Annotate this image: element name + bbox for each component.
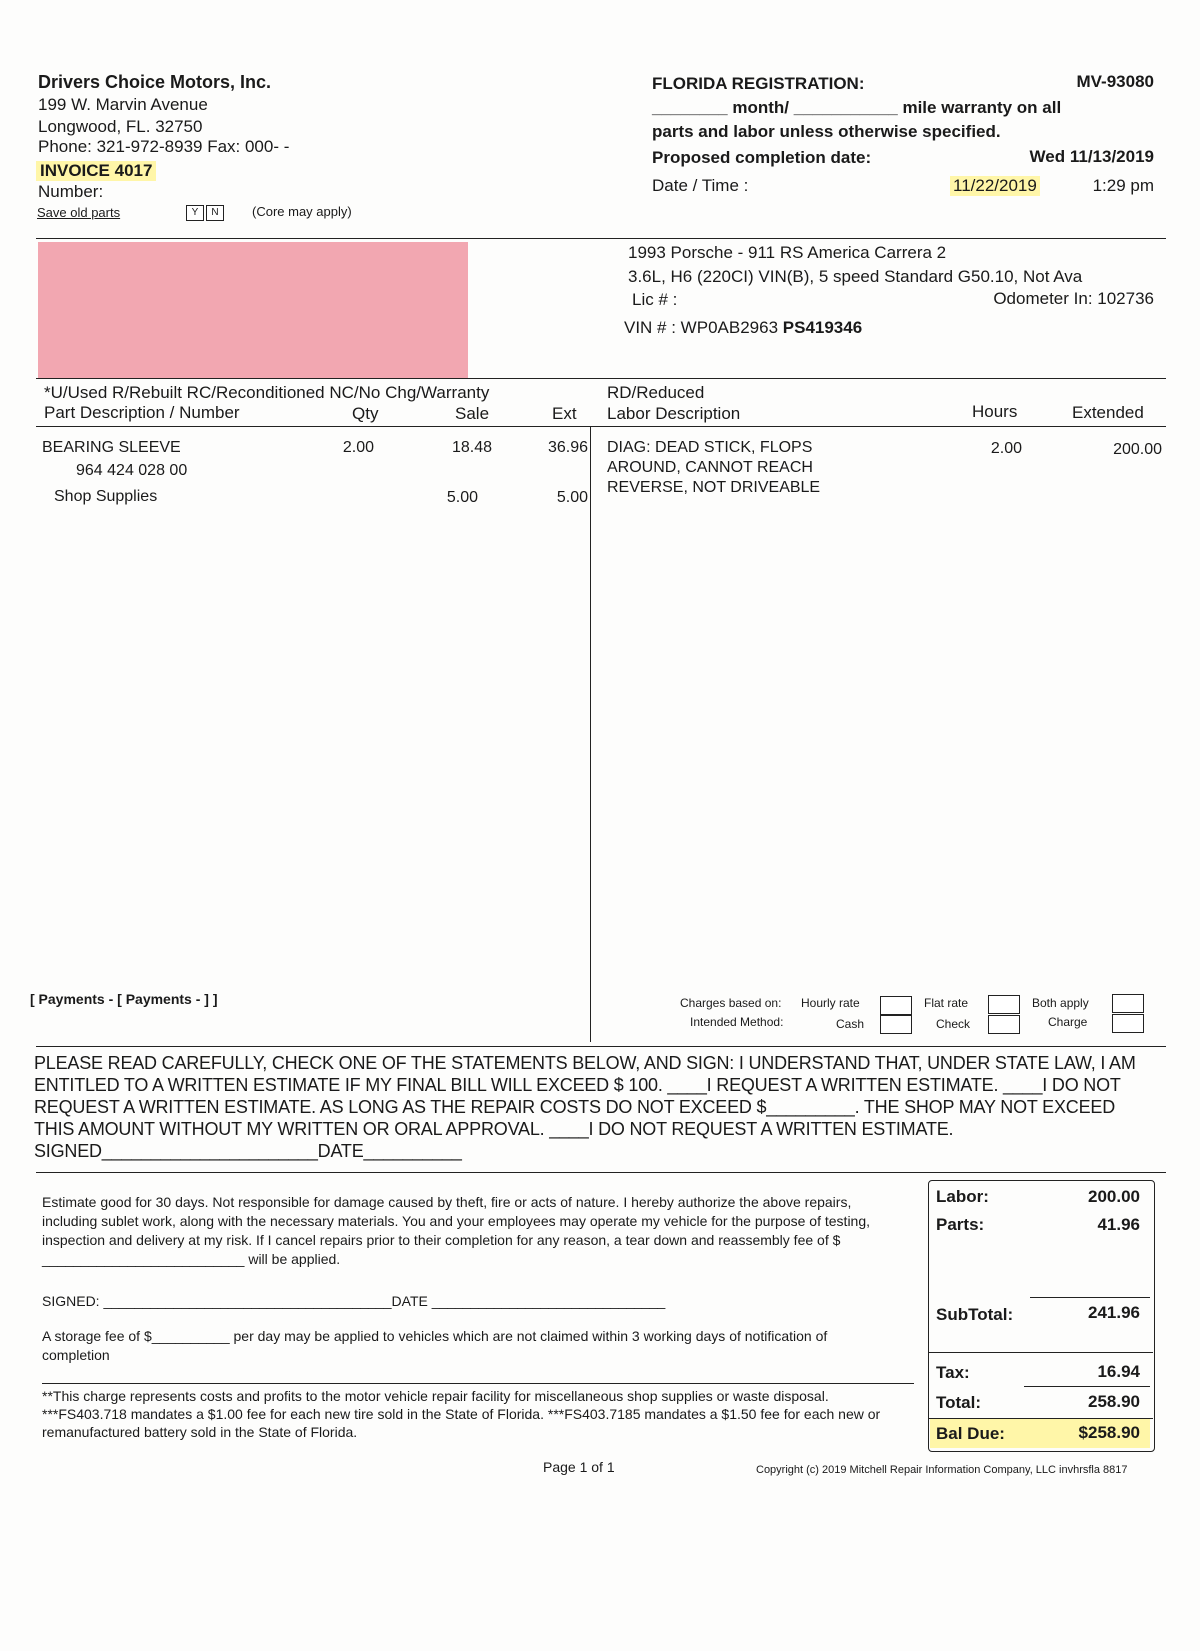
parts-labor-divider: [590, 426, 591, 1042]
shop-name: Drivers Choice Motors, Inc.: [38, 72, 272, 92]
labor-row-1-extended: 200.00: [1113, 441, 1162, 458]
labor-total-value: 200.00: [1088, 1187, 1140, 1206]
page-number: Page 1 of 1: [543, 1459, 615, 1475]
date-time-label: Date / Time :: [652, 176, 749, 195]
number-label: Number:: [38, 182, 104, 201]
invoice-number: INVOICE 4017: [36, 161, 156, 181]
signed-date-line: SIGNED: _____________________________________DATE ______________________________: [42, 1293, 666, 1309]
vin: [624, 318, 862, 338]
copyright: Copyright (c) 2019 Mitchell Repair Information Company, LLC invhrsfla 8817: [756, 1464, 1128, 1476]
vehicle-line2: 3.6L, H6 (220CI) VIN(B), 5 speed Standard G50.10, Not Ava: [628, 267, 1083, 286]
statement-top-divider: [36, 1046, 1166, 1047]
part-row-1-ext: 36.96: [547, 439, 588, 456]
redacted-customer-block: [38, 242, 468, 378]
flat-rate-checkbox[interactable]: [988, 995, 1020, 1014]
subtotal-value: 241.96: [1088, 1303, 1140, 1322]
parts-total-value: 41.96: [1097, 1215, 1140, 1234]
storage-fee-note: A storage fee of $__________ per day may be applied to vehicles which are not claimed within 3 working days of notification of completion: [42, 1328, 828, 1363]
core-note: (Core may apply): [252, 204, 352, 219]
table-top-divider: [36, 378, 1166, 379]
extended-header: Extended: [1072, 403, 1144, 422]
vin-suffix: PS419346: [782, 318, 863, 337]
save-old-parts-options: [186, 202, 226, 221]
save-parts-no-box[interactable]: N: [206, 205, 224, 221]
estimate-statement: PLEASE READ CAREFULLY, CHECK ONE OF THE STATEMENTS BELOW, AND SIGN: I UNDERSTAND THAT, UNDER STATE LAW, I AM ENTITLED TO A WRITTEN ESTIMATE IF MY FINAL BILL WILL EXCEED $ 100. ____I REQUEST A WRITTEN ESTIMATE. ____I DO NOT REQUEST A WRITTEN ESTIMATE. AS LONG AS THE REPAIR COSTS DO NOT EXCEED $_________. THE SHOP MAY NOT EXCEED THIS AMOUNT WITHOUT MY WRITTEN OR ORAL APPROVAL. ____I DO NOT REQUEST A WRITTEN ESTIMATE. SIGNED______________________DATE__________: [34, 1053, 1136, 1161]
registration-number: MV-93080: [1076, 72, 1154, 91]
intended-method-label: Intended Method:: [690, 1015, 784, 1029]
balance-rule: [928, 1418, 1153, 1419]
part-codes-header: *U/Used R/Rebuilt RC/Reconditioned NC/No Chg/Warranty: [44, 383, 490, 402]
labor-row-1-line3: REVERSE, NOT DRIVEABLE: [607, 479, 821, 496]
footnote-divider: [42, 1383, 914, 1384]
part-row-1-qty: 2.00: [342, 439, 374, 456]
fee-footnote: **This charge represents costs and profits to the motor vehicle repair facility for miscellaneous shop supplies or waste disposal. ***FS403.718 mandates a $1.00 fee for each new tire sold in the State of Florida. ***FS403.7185 mandates a $1.50 fee for each new or remanufactured battery sold in the State of Florida.: [42, 1388, 881, 1440]
both-apply-checkbox[interactable]: [1112, 994, 1144, 1013]
completion-date-label: Proposed completion date:: [652, 148, 872, 167]
shop-address-line1: 199 W. Marvin Avenue: [38, 95, 208, 114]
ext-header: Ext: [552, 404, 577, 423]
subtotal-rule: [1030, 1297, 1150, 1298]
date-value: 11/22/2019: [950, 176, 1040, 196]
total-value: 258.90: [1088, 1392, 1140, 1411]
subtotal-label: SubTotal:: [936, 1305, 1014, 1324]
terms-top-divider: [36, 1172, 1166, 1173]
save-old-parts-label: Save old parts: [37, 205, 121, 220]
hourly-rate-label: Hourly rate: [801, 996, 860, 1010]
flat-rate-label: Flat rate: [924, 996, 969, 1010]
labor-total-label: Labor:: [936, 1187, 989, 1206]
sale-header: Sale: [455, 404, 490, 423]
charge-label: Charge: [1048, 1015, 1088, 1029]
tax-rule: [928, 1352, 1153, 1353]
balance-due-value: $258.90: [1078, 1423, 1140, 1442]
part-row-2-desc: Shop Supplies: [54, 488, 158, 505]
shop-address-line2: Longwood, FL. 32750: [38, 117, 203, 136]
charges-based-on-label: Charges based on:: [680, 996, 782, 1010]
header-underline: [36, 426, 1166, 427]
vehicle-line1: 1993 Porsche - 911 RS America Carrera 2: [628, 243, 947, 262]
payments-line: [ Payments - [ Payments - ] ]: [30, 991, 218, 1007]
registration-label: FLORIDA REGISTRATION:: [652, 74, 865, 93]
header-divider: [36, 238, 1166, 239]
part-row-1-sale: 18.48: [451, 439, 492, 456]
qty-header: Qty: [352, 404, 379, 423]
estimate-terms: Estimate good for 30 days. Not responsible for damage caused by theft, fire or acts of nature. I hereby authorize the above repairs, including sublet work, along with the necessary materials. You and your employees may operate my vehicle for the purpose of testing, inspection and delivery at my risk. If I cancel repairs prior to their completion for any reason, a tear down and reassembly fee of $ __________________________ will be applied.: [42, 1194, 871, 1267]
part-row-2-ext: 5.00: [556, 489, 588, 506]
total-rule: [1024, 1386, 1150, 1387]
license-label: Lic # :: [632, 290, 678, 309]
labor-row-1-line1: DIAG: DEAD STICK, FLOPS: [607, 439, 813, 456]
balance-due-label: Bal Due:: [936, 1424, 1005, 1443]
charge-checkbox[interactable]: [1112, 1014, 1144, 1033]
time-value: 1:29 pm: [1092, 176, 1154, 195]
warranty-line2: parts and labor unless otherwise specified.: [652, 122, 1001, 141]
part-description-header: Part Description / Number: [44, 403, 240, 422]
odometer: Odometer In: 102736: [993, 289, 1154, 308]
completion-date-value: Wed 11/13/2019: [1029, 147, 1154, 166]
check-label: Check: [936, 1017, 971, 1031]
shop-phone: Phone: 321-972-8939 Fax: 000- -: [38, 137, 290, 156]
tax-label: Tax:: [936, 1363, 970, 1382]
warranty-line1: ________ month/ ___________ mile warranty on all: [652, 98, 1062, 117]
hours-header: Hours: [972, 402, 1018, 421]
parts-total-label: Parts:: [936, 1215, 985, 1234]
vin-prefix: VIN # : WP0AB2963: [624, 318, 779, 337]
tax-value: 16.94: [1097, 1362, 1140, 1381]
part-row-1-desc: BEARING SLEEVE: [42, 439, 181, 456]
labor-description-header: Labor Description: [607, 404, 741, 423]
labor-row-1-hours: 2.00: [990, 440, 1022, 457]
cash-label: Cash: [836, 1017, 865, 1031]
check-checkbox[interactable]: [988, 1015, 1020, 1034]
labor-code-header: RD/Reduced: [607, 383, 705, 402]
labor-row-1-line2: AROUND, CANNOT REACH: [607, 459, 813, 476]
hourly-rate-checkbox[interactable]: [880, 996, 912, 1015]
cash-checkbox[interactable]: [880, 1015, 912, 1034]
total-label: Total:: [936, 1393, 982, 1412]
save-parts-yes-box[interactable]: Y: [186, 205, 204, 221]
part-row-2-sale: 5.00: [446, 489, 478, 506]
both-apply-label: Both apply: [1032, 996, 1089, 1010]
part-row-1-number: 964 424 028 00: [76, 462, 188, 479]
